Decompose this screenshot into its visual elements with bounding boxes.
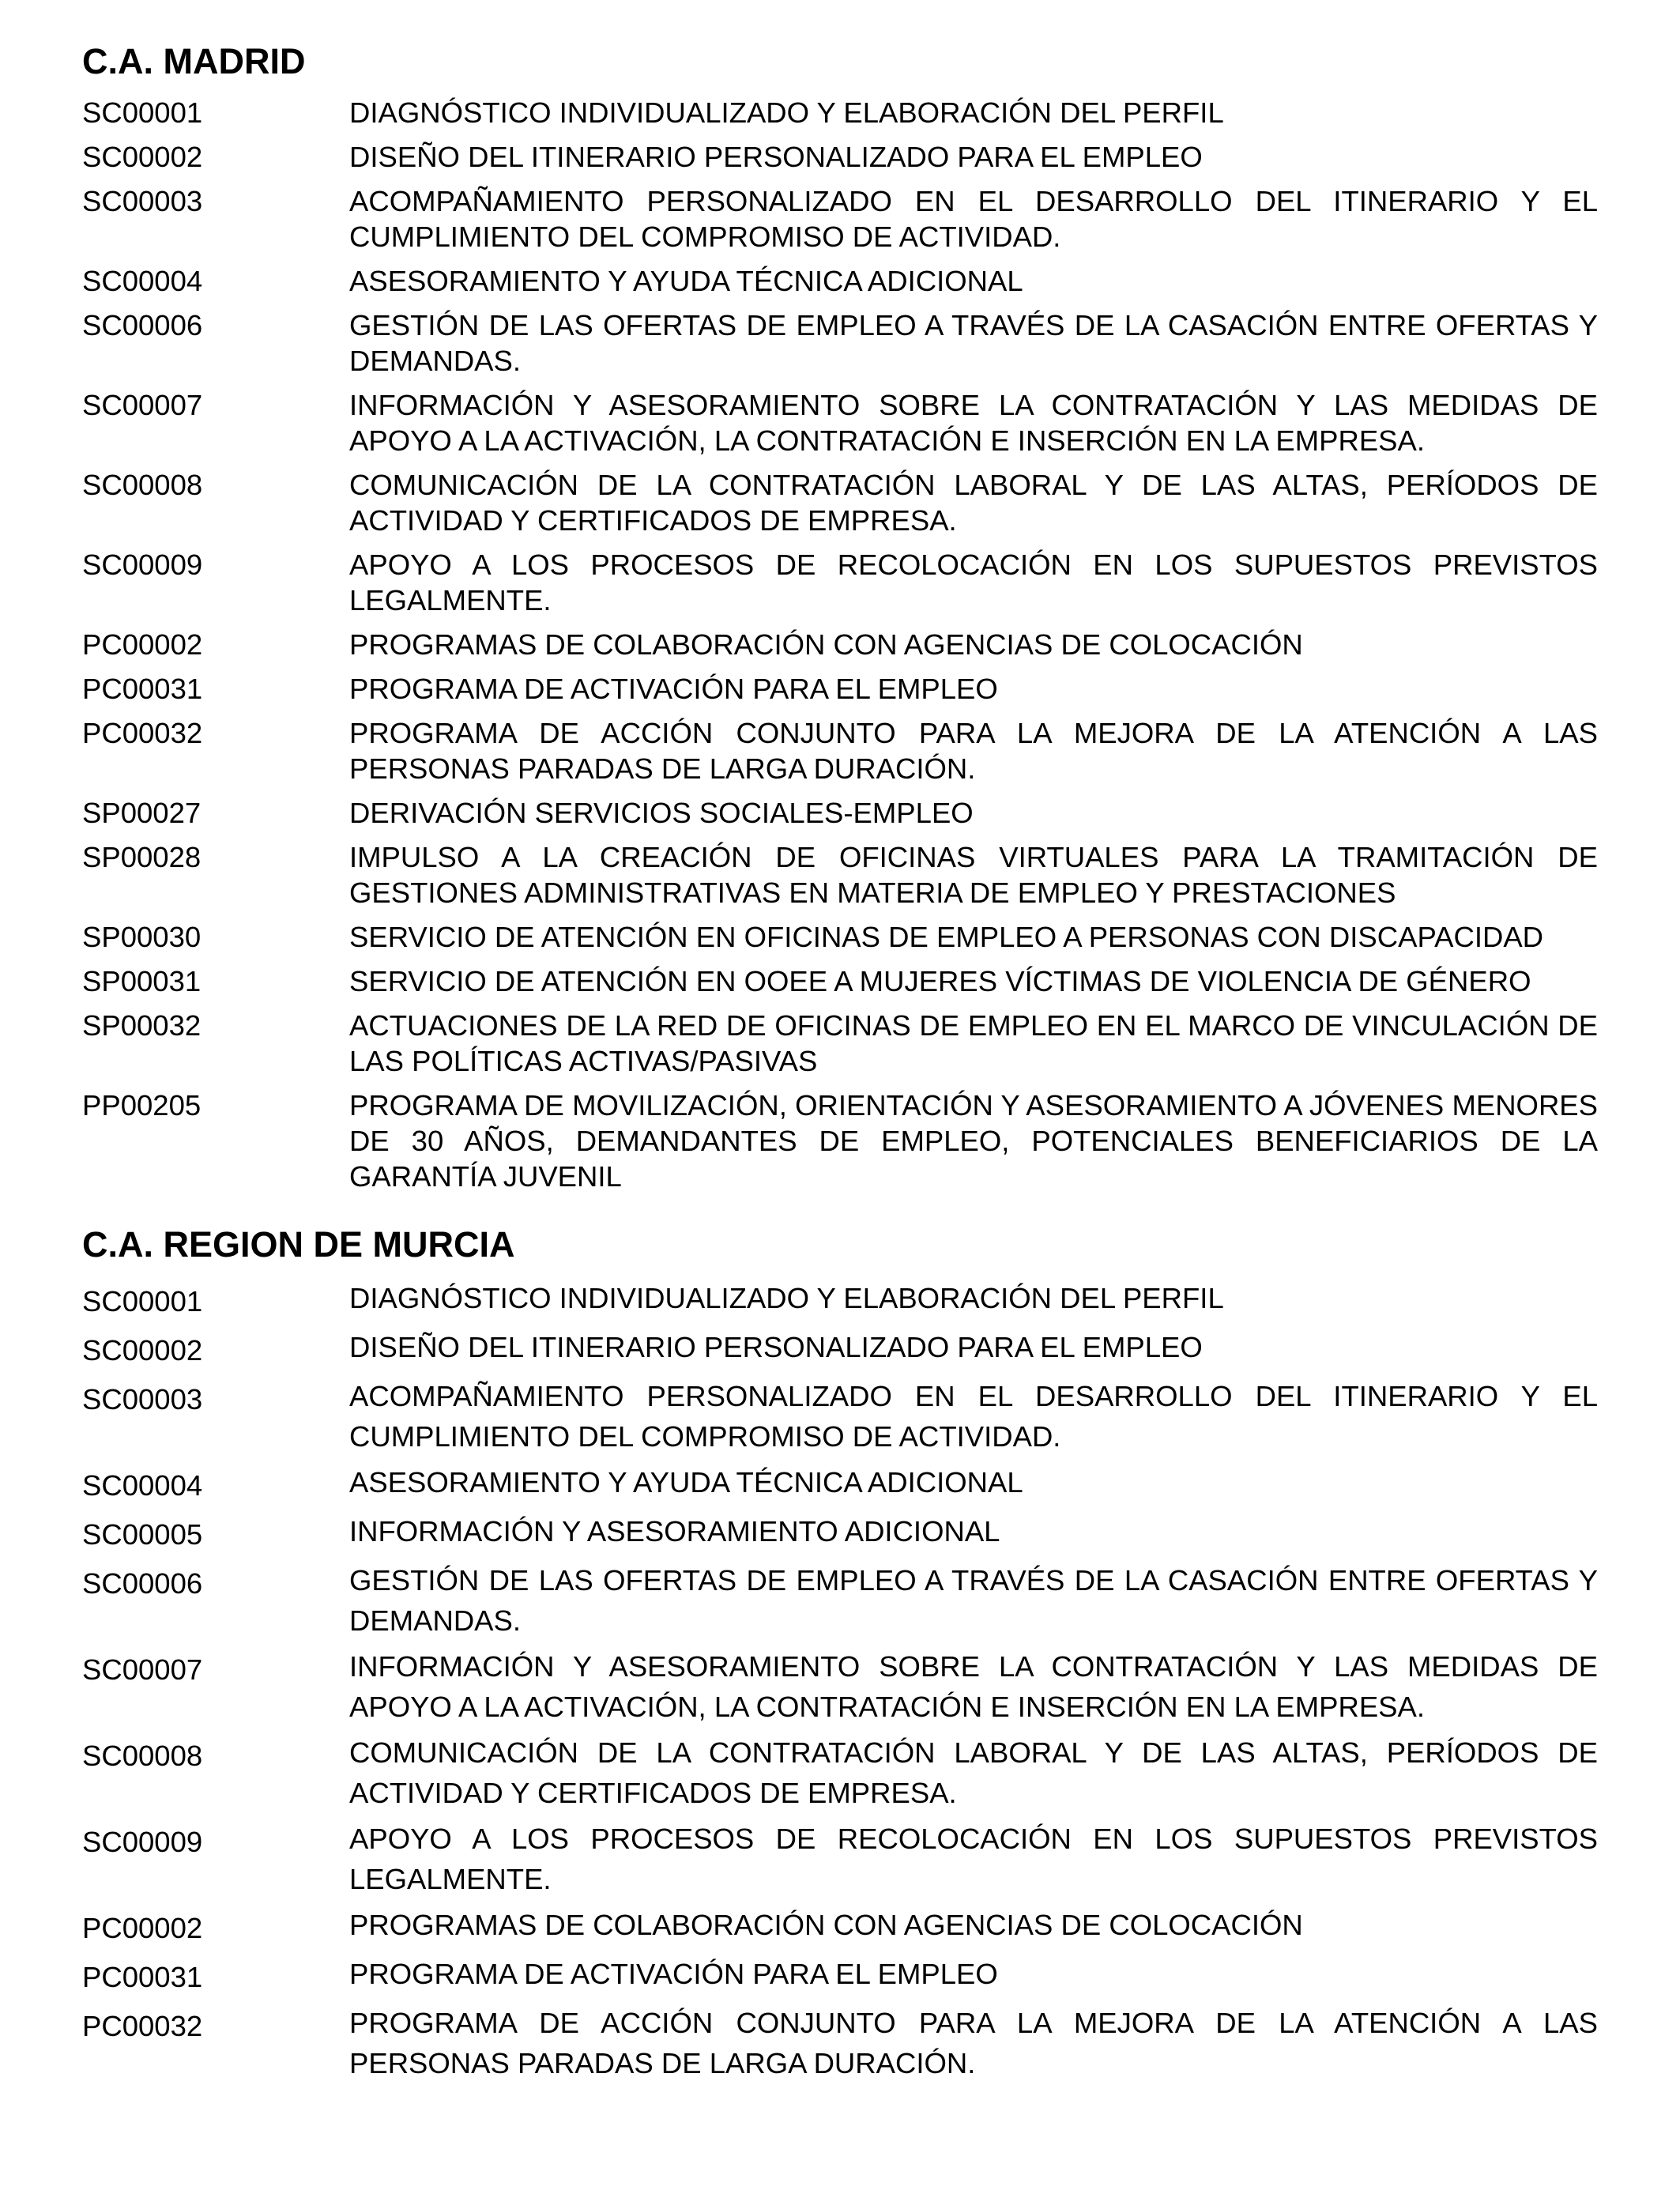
- section-title: C.A. MADRID: [82, 41, 306, 81]
- service-row: [82, 2003, 1598, 2083]
- service-row: [82, 139, 1598, 175]
- service-row: [82, 1819, 1598, 1899]
- service-description: PROGRAMA DE ACTIVACIÓN PARA EL EMPLEO: [349, 673, 998, 705]
- service-row: [82, 1732, 1598, 1813]
- service-code: SC00008: [82, 1740, 203, 1772]
- service-description: SERVICIO DE ATENCIÓN EN OFICINAS DE EMPLEO A PERSONAS CON DISCAPACIDAD: [349, 921, 1544, 953]
- service-description: ACOMPAÑAMIENTO PERSONALIZADO EN EL DESARROLLO DEL ITINERARIO Y EL CUMPLIMIENTO DEL COMPROMISO DE ACTIVIDAD.: [349, 1380, 1598, 1453]
- service-row: [82, 1560, 1598, 1641]
- service-code: SP00032: [82, 1009, 202, 1042]
- service-row: [82, 1954, 1598, 1997]
- service-code: SC00009: [82, 1826, 203, 1858]
- service-row: [82, 919, 1598, 955]
- service-description: DIAGNÓSTICO INDIVIDUALIZADO Y ELABORACIÓN DEL PERFIL: [349, 1282, 1224, 1314]
- service-code: SC00008: [82, 469, 203, 501]
- service-description: ASESORAMIENTO Y AYUDA TÉCNICA ADICIONAL: [349, 265, 1023, 297]
- service-description: GESTIÓN DE LAS OFERTAS DE EMPLEO A TRAVÉS DE LA CASACIÓN ENTRE OFERTAS Y DEMANDAS.: [349, 309, 1598, 377]
- service-description: ACTUACIONES DE LA RED DE OFICINAS DE EMPLEO EN EL MARCO DE VINCULACIÓN DE LAS POLÍTICAS ACTIVAS/PASIVAS: [349, 1009, 1598, 1077]
- service-row: [82, 1462, 1598, 1506]
- service-row: [82, 1088, 1598, 1194]
- service-row: [82, 839, 1598, 910]
- service-code: SC00005: [82, 1518, 203, 1551]
- service-description: PROGRAMAS DE COLABORACIÓN CON AGENCIAS DE COLOCACIÓN: [349, 1909, 1303, 1941]
- service-row: [82, 1327, 1598, 1370]
- service-row: [82, 1646, 1598, 1727]
- service-code: PC00002: [82, 1912, 203, 1944]
- service-row: [82, 1905, 1598, 1948]
- service-row: [82, 95, 1598, 130]
- service-description: ACOMPAÑAMIENTO PERSONALIZADO EN EL DESARROLLO DEL ITINERARIO Y EL CUMPLIMIENTO DEL COMPROMISO DE ACTIVIDAD.: [349, 185, 1598, 253]
- service-code: SC00003: [82, 1383, 203, 1416]
- service-code: SC00004: [82, 265, 203, 297]
- service-code: SC00006: [82, 1567, 203, 1600]
- service-code: SC00002: [82, 1334, 203, 1367]
- service-list: [82, 1278, 1598, 2083]
- service-code: SC00009: [82, 548, 203, 581]
- service-description: PROGRAMA DE ACCIÓN CONJUNTO PARA LA MEJORA DE LA ATENCIÓN A LAS PERSONAS PARADAS DE LARGA DURACIÓN.: [349, 717, 1598, 785]
- service-row: [82, 263, 1598, 299]
- service-code: SP00031: [82, 965, 202, 997]
- section-title: C.A. REGION DE MURCIA: [82, 1224, 515, 1265]
- service-code: PC00032: [82, 2010, 203, 2042]
- service-code: SC00001: [82, 1285, 203, 1318]
- service-code: PC00032: [82, 717, 203, 749]
- service-row: [82, 963, 1598, 999]
- service-description: ASESORAMIENTO Y AYUDA TÉCNICA ADICIONAL: [349, 1466, 1023, 1498]
- service-row: [82, 1008, 1598, 1079]
- service-description: IMPULSO A LA CREACIÓN DE OFICINAS VIRTUALES PARA LA TRAMITACIÓN DE GESTIONES ADMINISTRATIVAS EN MATERIA DE EMPLEO Y PRESTACIONES: [349, 841, 1598, 909]
- service-row: [82, 1511, 1598, 1555]
- service-description: DISEÑO DEL ITINERARIO PERSONALIZADO PARA EL EMPLEO: [349, 141, 1203, 173]
- service-row: [82, 1278, 1598, 1321]
- service-code: PC00031: [82, 1961, 203, 1993]
- service-description: APOYO A LOS PROCESOS DE RECOLOCACIÓN EN LOS SUPUESTOS PREVISTOS LEGALMENTE.: [349, 1823, 1598, 1895]
- service-code: PP00205: [82, 1089, 202, 1122]
- service-description: DIAGNÓSTICO INDIVIDUALIZADO Y ELABORACIÓN DEL PERFIL: [349, 96, 1224, 129]
- region-section: [82, 1224, 1598, 2083]
- service-description: PROGRAMAS DE COLABORACIÓN CON AGENCIAS DE COLOCACIÓN: [349, 628, 1303, 661]
- service-description: INFORMACIÓN Y ASESORAMIENTO ADICIONAL: [349, 1515, 1000, 1547]
- document-page: [82, 41, 1598, 2089]
- service-description: APOYO A LOS PROCESOS DE RECOLOCACIÓN EN LOS SUPUESTOS PREVISTOS LEGALMENTE.: [349, 548, 1598, 616]
- region-section: [82, 41, 1598, 1194]
- service-row: [82, 795, 1598, 831]
- service-list: [82, 95, 1598, 1194]
- service-code: SC00002: [82, 141, 203, 173]
- service-row: [82, 715, 1598, 786]
- service-code: SP00030: [82, 921, 202, 953]
- section-list: [82, 41, 1598, 2083]
- service-description: PROGRAMA DE ACCIÓN CONJUNTO PARA LA MEJORA DE LA ATENCIÓN A LAS PERSONAS PARADAS DE LARGA DURACIÓN.: [349, 2007, 1598, 2079]
- service-row: [82, 467, 1598, 538]
- service-description: GESTIÓN DE LAS OFERTAS DE EMPLEO A TRAVÉS DE LA CASACIÓN ENTRE OFERTAS Y DEMANDAS.: [349, 1564, 1598, 1637]
- service-code: SC00006: [82, 309, 203, 341]
- service-description: INFORMACIÓN Y ASESORAMIENTO SOBRE LA CONTRATACIÓN Y LAS MEDIDAS DE APOYO A LA ACTIVACIÓN, LA CONTRATACIÓN E INSERCIÓN EN LA EMPRESA.: [349, 389, 1598, 457]
- service-code: SC00007: [82, 389, 203, 421]
- service-code: PC00031: [82, 673, 203, 705]
- service-description: DERIVACIÓN SERVICIOS SOCIALES-EMPLEO: [349, 797, 974, 829]
- service-code: PC00002: [82, 628, 203, 661]
- service-row: [82, 307, 1598, 379]
- service-description: SERVICIO DE ATENCIÓN EN OOEE A MUJERES VÍCTIMAS DE VIOLENCIA DE GÉNERO: [349, 965, 1531, 997]
- service-description: DISEÑO DEL ITINERARIO PERSONALIZADO PARA EL EMPLEO: [349, 1331, 1203, 1363]
- service-description: PROGRAMA DE MOVILIZACIÓN, ORIENTACIÓN Y ASESORAMIENTO A JÓVENES MENORES DE 30 AÑOS, DEMANDANTES DE EMPLEO, POTENCIALES BENEFICIARIOS DE LA GARANTÍA JUVENIL: [349, 1089, 1598, 1193]
- service-code: SC00003: [82, 185, 203, 217]
- service-row: [82, 547, 1598, 618]
- service-row: [82, 387, 1598, 458]
- service-description: COMUNICACIÓN DE LA CONTRATACIÓN LABORAL Y DE LAS ALTAS, PERÍODOS DE ACTIVIDAD Y CERTIFICADOS DE EMPRESA.: [349, 1736, 1598, 1809]
- service-code: SC00004: [82, 1469, 203, 1502]
- service-row: [82, 183, 1598, 254]
- service-code: SC00001: [82, 96, 203, 129]
- service-row: [82, 1376, 1598, 1457]
- service-description: PROGRAMA DE ACTIVACIÓN PARA EL EMPLEO: [349, 1958, 998, 1990]
- service-row: [82, 671, 1598, 707]
- service-row: [82, 627, 1598, 662]
- service-code: SP00028: [82, 841, 202, 873]
- service-code: SP00027: [82, 797, 202, 829]
- service-code: SC00007: [82, 1653, 203, 1686]
- service-description: COMUNICACIÓN DE LA CONTRATACIÓN LABORAL Y DE LAS ALTAS, PERÍODOS DE ACTIVIDAD Y CERTIFICADOS DE EMPRESA.: [349, 469, 1598, 537]
- service-description: INFORMACIÓN Y ASESORAMIENTO SOBRE LA CONTRATACIÓN Y LAS MEDIDAS DE APOYO A LA ACTIVACIÓN, LA CONTRATACIÓN E INSERCIÓN EN LA EMPRESA.: [349, 1650, 1598, 1723]
